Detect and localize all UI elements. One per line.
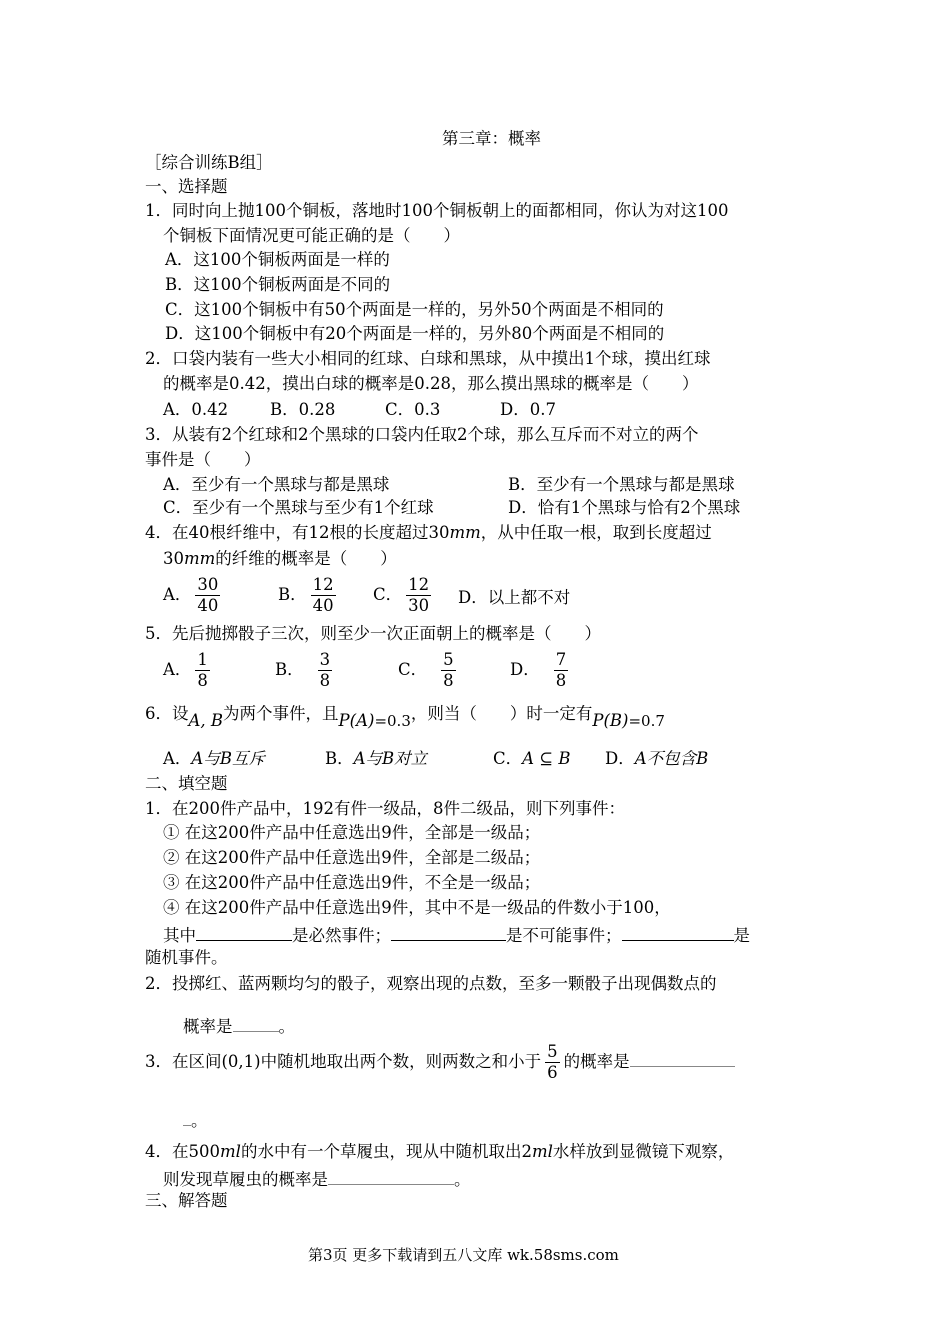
- q1-option-b: B．这100个铜板两面是不同的: [165, 275, 391, 294]
- q5-option-a-label: A．: [163, 660, 192, 679]
- f1-line7: 随机事件。: [145, 948, 228, 967]
- section-fill: 二、填空题: [145, 774, 228, 793]
- fraction-denominator: 6: [547, 1063, 558, 1082]
- q6-option-d: [605, 748, 708, 770]
- blank-f4-answer[interactable]: [328, 1166, 454, 1185]
- q5-option-b-fraction: [318, 650, 333, 691]
- q2-option-a: A．0.42: [163, 400, 229, 419]
- page-footer: 第3页 更多下载请到五八文库 wk.58sms.com: [308, 1246, 619, 1264]
- section-answer: 三、解答题: [145, 1191, 228, 1210]
- q6-pa: P(A): [338, 711, 375, 730]
- q3-option-d: D．恰有1个黑球与恰有2个黑球: [508, 498, 741, 517]
- q5-option-a-fraction: [195, 650, 210, 691]
- q5-option-c-label: C．: [398, 660, 428, 679]
- q6-option-c-text: A ⊆ B: [522, 749, 571, 768]
- q4-option-c: [373, 575, 435, 616]
- q4-option-c-fraction: [406, 575, 431, 616]
- q2-option-b: B．0.28: [270, 400, 336, 419]
- q5-option-d-fraction: [554, 650, 569, 691]
- q4-line1-start: 4．在40根纤维中，有12根的长度超过30: [145, 523, 450, 542]
- q6-mid1: 为两个事件，且: [223, 704, 339, 723]
- f3-line: [145, 1042, 735, 1083]
- q3-line1: 3．从装有2个红球和2个黑球的口袋内任取2个球，那么互斥而不对立的两个: [145, 425, 699, 444]
- fraction-denominator: 8: [319, 671, 331, 690]
- f4-line1-c: 水样放到显微镜下观察，: [552, 1142, 735, 1161]
- fraction-numerator: 5: [443, 650, 454, 669]
- q1-option-c: C．这100个铜板中有50个两面是一样的，另外50个两面是不相同的: [165, 300, 664, 319]
- q3-line2: 事件是（ ）: [145, 450, 261, 469]
- q1-line2: 个铜板下面情况更可能正确的是（ ）: [163, 226, 460, 245]
- q6-option-c-label: C．: [493, 749, 523, 768]
- q4-option-a-fraction: [195, 575, 220, 616]
- q5-line1: 5．先后抛掷骰子三次，则至少一次正面朝上的概率是（ ）: [145, 624, 601, 643]
- f1-line6: [163, 922, 750, 947]
- f2-line2: [183, 1013, 295, 1038]
- f1-item3: ③ 在这200件产品中任意选出9件，不全是一级品；: [163, 873, 541, 892]
- q2-option-c: C．0.3: [385, 400, 441, 419]
- fraction-denominator: 8: [555, 671, 567, 690]
- q2-option-d: D．0.7: [500, 400, 556, 419]
- blank-f2-answer[interactable]: [233, 1013, 279, 1032]
- f2-line2-a: 概率是: [183, 1017, 233, 1036]
- q4-unit-2: mm: [184, 549, 216, 568]
- fraction-denominator: 40: [197, 596, 219, 615]
- blank-impossible-event[interactable]: [391, 922, 506, 941]
- f4-unit-1: ml: [220, 1142, 241, 1161]
- f1-item1: ① 在这200件产品中任意选出9件，全部是一级品；: [163, 823, 541, 842]
- q5-option-d: [510, 650, 572, 691]
- f4-line1: [145, 1141, 734, 1163]
- q4-option-d: D．以上都不对: [458, 588, 571, 607]
- q6-option-c: [493, 748, 570, 770]
- fraction-denominator: 8: [443, 671, 454, 690]
- fraction-numerator: 12: [408, 575, 430, 594]
- q5-option-c: [398, 650, 460, 691]
- fraction-numerator: 3: [319, 650, 331, 669]
- blank-random-event[interactable]: [622, 922, 734, 941]
- f1-line6-d: 是: [733, 926, 750, 945]
- q6-vars: A, B: [188, 711, 224, 730]
- q3-option-c: C．至少有一个黑球与至少有1个红球: [163, 498, 434, 517]
- q6-mid2: ，则当（ ）时一定有: [410, 704, 593, 723]
- page-title: 第三章：概率: [442, 129, 541, 148]
- f2-line2-b: 。: [278, 1017, 295, 1036]
- q3-option-a: A．至少有一个黑球与都是黑球: [163, 475, 390, 494]
- q4-option-b-fraction: [311, 575, 336, 616]
- q6-option-d-label: D．: [605, 749, 635, 768]
- blank-f3-answer-cont[interactable]: [183, 1107, 191, 1126]
- q2-line2: 的概率是0.42，摸出白球的概率是0.28，那么摸出黑球的概率是（ ）: [163, 374, 699, 393]
- f3-line2: [183, 1107, 208, 1132]
- fraction-numerator: 5: [547, 1042, 558, 1061]
- fraction-denominator: 40: [312, 596, 334, 615]
- q6-line1: [145, 703, 665, 730]
- f4-line2: [163, 1166, 471, 1191]
- q6-option-a-label: A．: [163, 749, 192, 768]
- q1-line1: 1．同时向上抛100个铜板，落地时100个铜板朝上的面都相同，你认为对这100: [145, 201, 729, 220]
- f1-line6-c: 是不可能事件；: [506, 926, 622, 945]
- q4-option-b: [278, 575, 340, 616]
- q6-pa-value: =0.3: [374, 712, 411, 730]
- f1-line1: 1．在200件产品中，192有件一级品，8件二级品，则下列事件：: [145, 799, 625, 818]
- f4-line1-b: 的水中有一个草履虫，现从中随机取出2: [240, 1142, 532, 1161]
- q4-line1-end: ，从中任取一根，取到长度超过: [480, 523, 712, 542]
- f4-line2-a: 则发现草履虫的概率是: [163, 1170, 328, 1189]
- q6-option-d-text: A不包含B: [634, 749, 709, 768]
- f4-line1-a: 4．在500: [145, 1142, 220, 1161]
- f3-pre: 3．在区间(0,1)中随机地取出两个数，则两数之和小于: [145, 1052, 542, 1071]
- f1-line6-a: 其中: [163, 926, 196, 945]
- q6-option-b-text: A与B对立: [353, 749, 428, 768]
- blank-f3-answer[interactable]: [630, 1048, 735, 1067]
- f1-item4: ④ 在这200件产品中任意选出9件，其中不是一级品的件数小于100，: [163, 898, 671, 917]
- q4-line2-value: 30: [163, 549, 184, 568]
- f1-item2: ② 在这200件产品中任意选出9件，全部是二级品；: [163, 848, 541, 867]
- q6-pre: 6．设: [145, 704, 189, 723]
- fraction-numerator: 30: [197, 575, 219, 594]
- q6-pb: P(B): [592, 711, 629, 730]
- q5-option-c-fraction: [441, 650, 456, 691]
- q5-option-b-label: B．: [275, 660, 304, 679]
- q6-option-b-label: B．: [325, 749, 354, 768]
- q4-line2: [163, 548, 397, 570]
- q5-option-a: [163, 650, 214, 691]
- fraction-denominator: 8: [197, 671, 208, 690]
- f3-fraction: [545, 1042, 560, 1083]
- fraction-numerator: 12: [312, 575, 334, 594]
- f4-unit-2: ml: [531, 1142, 553, 1161]
- group-label: ［综合训练B组］: [145, 153, 273, 172]
- q6-pb-value: =0.7: [628, 712, 665, 730]
- q4-unit: mm: [449, 523, 481, 542]
- q4-line1: [145, 522, 712, 544]
- f3-tail: 。: [191, 1111, 208, 1130]
- q5-option-d-label: D．: [510, 660, 540, 679]
- q4-option-a: [163, 575, 224, 616]
- section-choice: 一、选择题: [145, 177, 228, 196]
- q2-line1: 2．口袋内装有一些大小相同的红球、白球和黑球，从中摸出1个球，摸出红球: [145, 349, 711, 368]
- q6-option-b: [325, 748, 427, 770]
- q4-option-c-label: C．: [373, 585, 403, 604]
- q4-option-a-label: A．: [163, 585, 192, 604]
- f3-post: 的概率是: [563, 1052, 630, 1071]
- q4-line2-end: 的纤维的概率是（ ）: [215, 549, 397, 568]
- q6-option-a-text: A与B互斥: [191, 749, 265, 768]
- fraction-denominator: 30: [408, 596, 430, 615]
- f4-line2-b: 。: [454, 1170, 471, 1189]
- fraction-numerator: 1: [197, 650, 208, 669]
- fraction-numerator: 7: [555, 650, 567, 669]
- q4-option-b-label: B．: [278, 585, 307, 604]
- q1-option-a: A．这100个铜板两面是一样的: [165, 250, 390, 269]
- q3-option-b: B．至少有一个黑球与都是黑球: [508, 475, 735, 494]
- q6-option-a: [163, 748, 265, 770]
- blank-certain-event[interactable]: [196, 922, 292, 941]
- f2-line1: 2．投掷红、蓝两颗均匀的骰子，观察出现的点数，至多一颗骰子出现偶数点的: [145, 974, 717, 993]
- q1-option-d: D．这100个铜板中有20个两面是一样的，另外80个两面是不相同的: [165, 324, 665, 343]
- q5-option-b: [275, 650, 336, 691]
- f1-line6-b: 是必然事件；: [292, 926, 391, 945]
